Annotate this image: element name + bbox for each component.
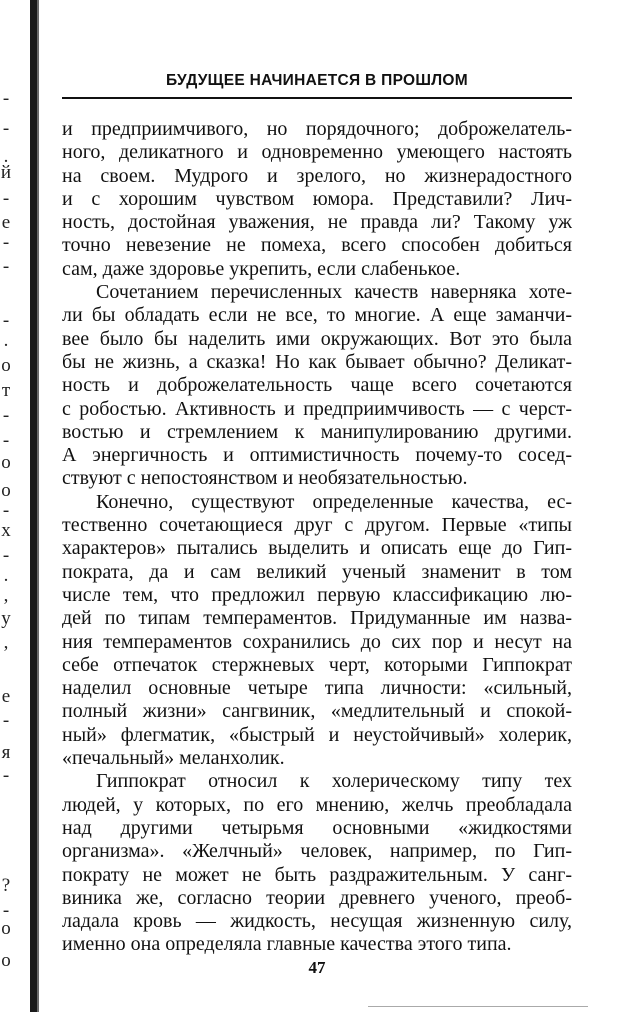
margin-fragment: -	[2, 765, 10, 786]
text-line: ный» флегматик, «быстрый и неустойчивый» холерик,	[62, 723, 572, 746]
text-line: ния темпераментов сохранились до сих пор и несут на	[62, 630, 572, 653]
text-line: тественно сочетающиеся друг с другом. Первые «типы	[62, 514, 572, 537]
text-line: сам, даже здоровье укрепить, если слабенькое.	[62, 257, 461, 280]
text-line: «печальный» меланхолик.	[62, 747, 285, 770]
text-line: ладала кровь — жидкость, несущая жизненную силу,	[62, 910, 572, 933]
text-line: людей, у которых, по его мнению, желчь преобладала	[62, 793, 572, 816]
margin-fragment: y	[1, 608, 11, 629]
margin-fragment: .	[3, 330, 9, 351]
text-line: виника же, согласно теории древнего ученого, преоб-	[62, 886, 572, 909]
margin-fragment: -	[2, 405, 10, 426]
text-line: дей по типам темпераментов. Придуманные им назва-	[62, 607, 572, 630]
margin-fragment: й	[0, 162, 12, 183]
margin-fragment: я	[1, 742, 11, 763]
margin-fragment: o	[1, 355, 11, 376]
text-line: ли бы обладать если не все, то многие. А еще заманчи-	[62, 304, 572, 327]
text-line: востью и стремлением к манипулированию другими.	[62, 420, 572, 443]
margin-fragment: ,	[3, 585, 9, 606]
body-text	[62, 118, 572, 957]
text-line: именно она определяла главные качества этого типа.	[62, 933, 512, 956]
text-line: ствуют с непостоянством и необязательностью.	[62, 467, 468, 490]
margin-fragment: .	[3, 565, 9, 586]
margin-fragment: x	[1, 520, 11, 541]
text-line: полный жизни» сангвиник, «медлительный и спокой-	[62, 700, 572, 723]
margin-fragment: o	[1, 918, 11, 939]
page-number: 47	[308, 958, 326, 977]
margin-fragment: -	[2, 310, 10, 331]
text-line: Конечно, существуют определенные качества, ес-	[96, 490, 572, 513]
text-line: и предприимчивого, но порядочного; доброжелатель-	[62, 118, 572, 140]
text-line: организма». «Желчный» человек, например, по Гип-	[62, 840, 572, 863]
margin-fragment: e	[1, 686, 11, 707]
margin-fragment: -	[2, 118, 10, 139]
margin-fragment: o	[1, 480, 11, 501]
text-line: характеров» пытались выделить и описать еще до Гип-	[62, 537, 572, 560]
text-line: пократу не может не быть раздражительным. У санг-	[62, 863, 572, 886]
text-line: с робостью. Активность и предприимчивость — с черст-	[62, 397, 572, 420]
text-line: Сочетанием перечисленных качеств наверняка хоте-	[96, 281, 572, 304]
margin-fragment: o	[1, 452, 11, 473]
text-line: ность и доброжелательность чаще всего сочетаются	[62, 374, 572, 397]
margin-fragment: ?	[1, 875, 11, 896]
text-line: и с хорошим чувством юмора. Представили? Лич-	[62, 187, 572, 210]
book-spine-edge	[37, 0, 39, 1012]
margin-fragment: .	[3, 146, 9, 167]
margin-fragment: -	[2, 232, 10, 253]
margin-fragment: -	[2, 500, 10, 521]
running-head: БУДУЩЕЕ НАЧИНАЕТСЯ В ПРОШЛОМ	[166, 72, 468, 89]
margin-fragment: o	[1, 950, 11, 971]
text-line: ного, деликатного и одновременно умеющего настоять	[62, 141, 572, 164]
margin-fragment: -	[2, 188, 10, 209]
text-line: А энергичность и оптимистичность почему-то сосед-	[62, 444, 572, 467]
margin-fragment: -	[2, 545, 10, 566]
text-line: над другими четырьмя основными «жидкостями	[62, 816, 572, 839]
text-line: на своем. Мудрого и зрелого, но жизнерадостного	[62, 164, 572, 187]
margin-fragment: -	[2, 430, 10, 451]
text-line: Гиппократ относил к холерическому типу тех	[96, 770, 572, 793]
margin-fragment: -	[2, 710, 10, 731]
margin-fragment: -	[2, 88, 10, 109]
text-line: точно невезение не помеха, всего способен добиться	[62, 234, 572, 257]
header-rule	[62, 97, 572, 99]
text-line: вее было бы наделить ими окружающих. Вот это была	[62, 327, 572, 350]
bottom-rule	[368, 1006, 588, 1007]
text-line: числе тем, что предложил первую классификацию лю-	[62, 583, 572, 606]
margin-fragment: -	[2, 256, 10, 277]
text-line: ность, достойная уважения, не правда ли? Такому уж	[62, 211, 572, 234]
text-line: пократа, да и сам великий ученый знаменит в том	[62, 560, 572, 583]
text-line: наделил основные четыре типа личности: «сильный,	[62, 677, 572, 700]
text-line: себе отпечаток стержневых черт, которыми Гиппократ	[62, 653, 572, 676]
book-spine-shadow	[30, 0, 37, 1012]
margin-fragment: ,	[3, 632, 9, 653]
margin-fragment: т	[1, 380, 11, 401]
margin-fragment: -	[2, 900, 10, 921]
text-line: бы не жизнь, а сказка! Но как бывает обычно? Деликат-	[62, 350, 572, 373]
margin-fragment: e	[1, 212, 11, 233]
